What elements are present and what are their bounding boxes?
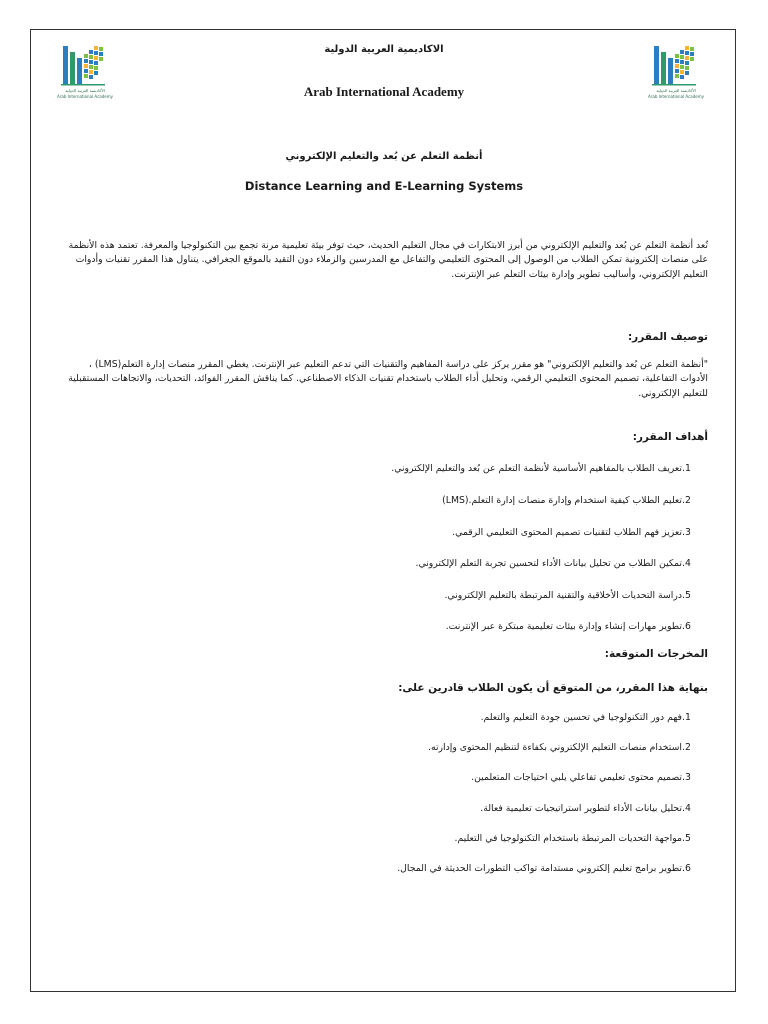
course-title-ar: أنظمة التعلم عن بُعد والتعليم الإلكتروني [285, 151, 483, 162]
description-paragraph: "أنظمة التعلم عن بُعد والتعليم الإلكتروني" هو مقرر يركز على دراسة المفاهيم والتقنيات التي تدعم التعليم عبر الإنترنت. يغطي المقرر منصات إدارة التعلم(LMS) ، الأدوات التفاعلية، تصميم المحتوى التعليمي الرقمي، وتحليل أداء الطلاب باستخدام تقنيات الذكاء الاصطناعي. كما يناقش المقرر الفوائد، التحديات، والاتجاهات المستقبلية للتعليم الإلكتروني. [68, 359, 708, 399]
goal-item: 6.تطوير مهارات إنشاء وإدارة بيئات تعليمية مبتكرة عبر الإنترنت. [445, 621, 691, 632]
goal-item: 4.تمكين الطلاب من تحليل بيانات الأداء لتحسين تجربة التعلم الإلكتروني. [415, 558, 691, 569]
outcome-item: 6.تطوير برامج تعليم إلكتروني مستدامة تواكب التطورات الحديثة في المجال. [397, 863, 691, 874]
institution-name-en: Arab International Academy [303, 84, 465, 99]
outcome-item: 3.تصميم محتوى تعليمي تفاعلي يلبي احتياجات المتعلمين. [471, 772, 691, 783]
outcomes-heading: المخرجات المتوقعة: [604, 648, 708, 660]
logo-caption-en-right: Arab International Academy [648, 94, 704, 99]
logo-caption-ar: الأكاديمية العربية الدولية [65, 88, 105, 93]
description-heading: توصيف المقرر: [627, 331, 708, 343]
goal-item: 3.تعزيز فهم الطلاب لتقنيات تصميم المحتوى التعليمي الرقمي. [452, 527, 691, 538]
outcome-item: 2.استخدام منصات التعليم الإلكتروني بكفاءة لتنظيم المحتوى وإدارته. [428, 742, 691, 753]
institution-name-ar: الاكاديمية العربية الدولية [324, 44, 444, 55]
goals-heading: أهداف المقرر: [632, 431, 708, 443]
goal-item: 1.تعريف الطلاب بالمفاهيم الأساسية لأنظمة التعلم عن بُعد والتعليم الإلكتروني. [391, 463, 691, 474]
page-border [30, 29, 736, 992]
outcome-item: 4.تحليل بيانات الأداء لتطوير استراتيجيات تعليمية فعالة. [480, 803, 691, 814]
course-title-en: Distance Learning and E-Learning Systems [244, 179, 524, 193]
goal-item: 5.دراسة التحديات الأخلاقية والتقنية المرتبطة بالتعليم الإلكتروني. [444, 590, 691, 601]
logo-caption-en: Arab International Academy [57, 94, 113, 99]
goal-item: 2.تعليم الطلاب كيفية استخدام وإدارة منصات إدارة التعلم.(LMS) [442, 495, 691, 506]
outcome-item: 5.مواجهة التحديات المرتبطة باستخدام التكنولوجيا في التعليم. [454, 833, 691, 844]
logo-caption-ar-right: الأكاديمية العربية الدولية [656, 88, 696, 93]
outcomes-subheading: بنهاية هذا المقرر، من المتوقع أن يكون الطلاب قادرين على: [398, 682, 708, 694]
outcome-item: 1.فهم دور التكنولوجيا في تحسين جودة التعليم والتعلم. [480, 712, 691, 723]
intro-paragraph: تُعد أنظمة التعلم عن بُعد والتعليم الإلكتروني من أبرز الابتكارات في مجال التعليم الحديث، حيث توفر بيئة تعليمية مرنة تجمع بين التكنولوجيا والمعرفة. تعتمد هذه الأنظمة على منصات إلكترونية تمكن الطلاب من الوصول إلى المحتوى التعليمي والتفاعل مع المدرسين والزملاء دون التقيد بالموقع الجغرافي. يتناول هذا المقرر تقنيات وأدوات التعليم الإلكتروني، وأساليب تطوير وإدارة بيئات التعلم عبر الإنترنت. [68, 240, 708, 280]
